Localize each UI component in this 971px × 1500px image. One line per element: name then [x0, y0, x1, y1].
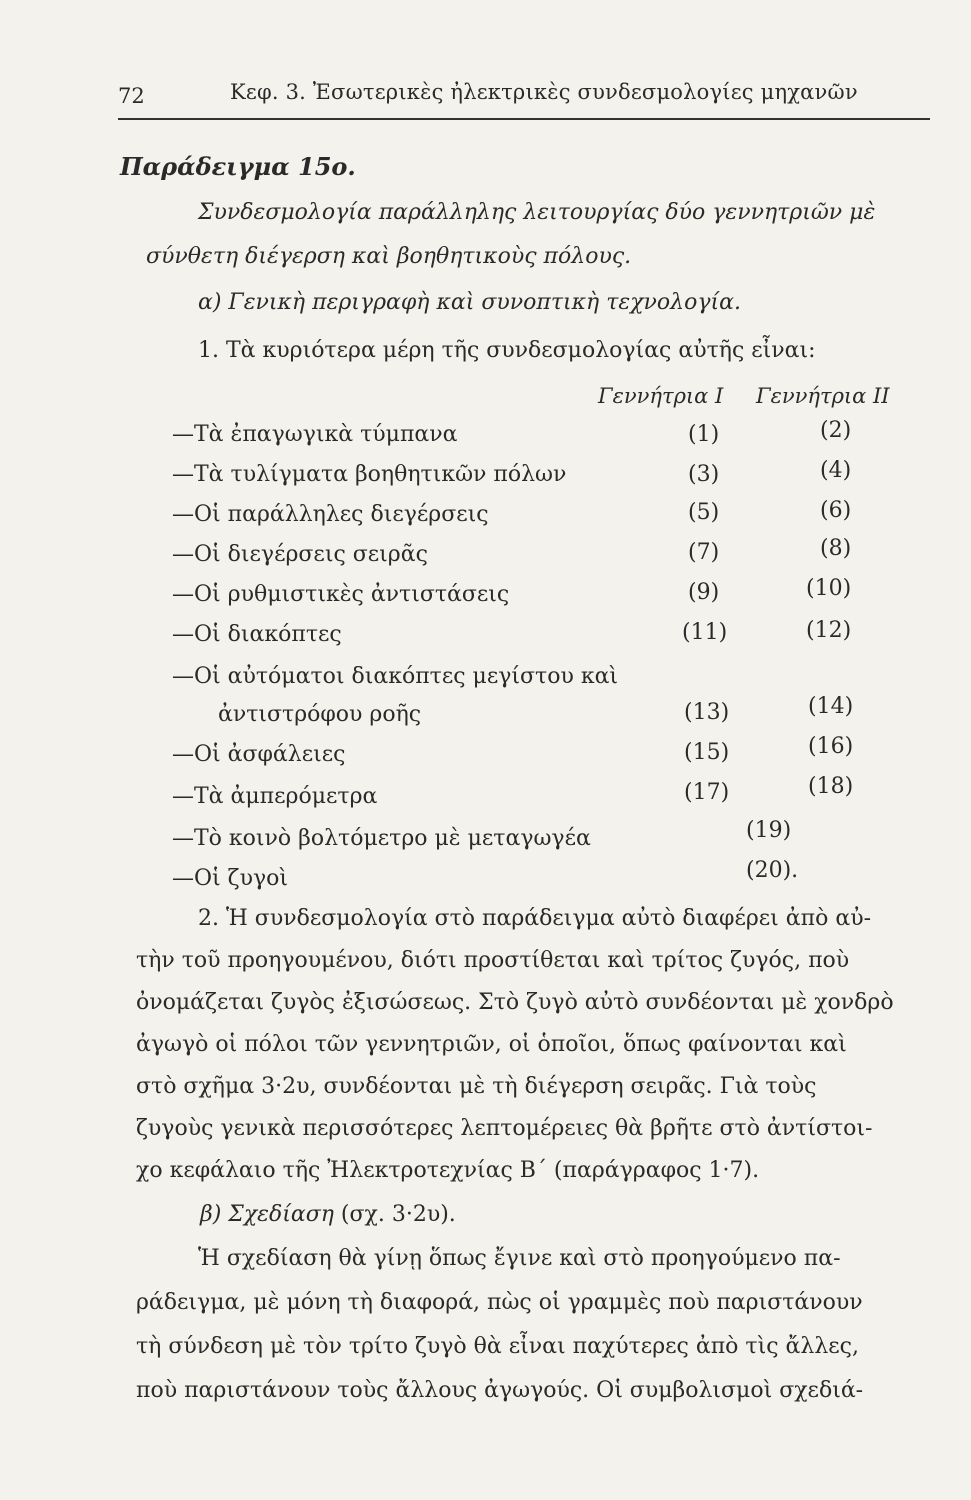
- paragraph-line: ἀγωγὸ οἱ πόλοι τῶν γεννητριῶν, οἱ ὁποῖοι, ὅπως φαίνονται καὶ: [136, 1032, 847, 1057]
- intro-line: Συνδεσμολογία παράλληλης λειτουργίας δύο γεννητριῶν μὲ: [198, 200, 876, 225]
- parts-row-label: —Οἱ διακόπτες: [172, 622, 342, 647]
- generator-2-number: (12): [806, 618, 852, 643]
- column-header-generator-2: Γεννήτρια II: [756, 384, 890, 408]
- parts-row-label: —Τὰ τυλίγματα βοηθητικῶν πόλων: [172, 462, 567, 487]
- page-number: 72: [118, 84, 145, 108]
- generator-2-number: (2): [820, 418, 852, 443]
- generator-2-number: (8): [820, 536, 852, 561]
- paragraph-line: ὀνομάζεται ζυγὸς ἐξισώσεως. Στὸ ζυγὸ αὐτὸ συνδέονται μὲ χονδρὸ: [136, 990, 894, 1015]
- parts-row-label: —Οἱ παράλληλες διεγέρσεις: [172, 502, 489, 527]
- parts-row-label: —Οἱ αὐτόματοι διακόπτες μεγίστου καὶ: [172, 664, 619, 689]
- intro-line: σύνθετη διέγερση καὶ βοηθητικοὺς πόλους.: [146, 244, 632, 269]
- generator-1-number: (15): [684, 740, 730, 765]
- paragraph-line: 2. Ἡ συνδεσμολογία στὸ παράδειγμα αὐτὸ διαφέρει ἀπὸ αὐ-: [198, 906, 872, 931]
- paragraph-line: στὸ σχῆμα 3·2υ, συνδέονται μὲ τὴ διέγερση σειρᾶς. Γιὰ τοὺς: [136, 1074, 817, 1099]
- section-b-ref: (σχ. 3·2υ).: [340, 1202, 456, 1227]
- generator-2-number: (10): [806, 576, 852, 601]
- generator-1-number: (17): [684, 780, 730, 805]
- generator-2-number: (4): [820, 458, 852, 483]
- generator-1-number: (5): [688, 500, 720, 525]
- parts-row-label: —Τὰ ἀμπερόμετρα: [172, 784, 378, 809]
- paragraph-line: τὴν τοῦ προηγουμένου, διότι προστίθεται καὶ τρίτος ζυγός, ποὺ: [136, 948, 850, 973]
- section-b-label: β) Σχεδίαση: [200, 1202, 334, 1227]
- column-header-generator-1: Γεννήτρια I: [598, 384, 724, 408]
- header-rule: [118, 118, 930, 120]
- paragraph-line: Ἡ σχεδίαση θὰ γίνῃ ὅπως ἔγινε καὶ στὸ προηγούμενο πα-: [198, 1246, 841, 1271]
- parts-row-label: —Τὰ ἐπαγωγικὰ τύμπανα: [172, 422, 458, 447]
- generator-2-number: (16): [808, 734, 854, 759]
- parts-row-label: —Οἱ διεγέρσεις σειρᾶς: [172, 542, 428, 567]
- paragraph-line: ζυγοὺς γενικὰ περισσότερες λεπτομέρειες θὰ βρῆτε στὸ ἀντίστοι-: [136, 1116, 873, 1141]
- parts-row-label: —Οἱ ζυγοὶ: [172, 866, 288, 891]
- parts-row-label: —Τὸ κοινὸ βολτόμετρο μὲ μεταγωγέα: [172, 826, 591, 851]
- paragraph-line: χο κεφάλαιο τῆς Ἠλεκτροτεχνίας Β΄ (παράγραφος 1·7).: [136, 1158, 760, 1183]
- generator-1-number: (13): [684, 700, 730, 725]
- section-b-heading: [200, 1202, 456, 1227]
- parts-row-label: —Οἱ ἀσφάλειες: [172, 742, 346, 767]
- parts-row-label: —Οἱ ρυθμιστικὲς ἀντιστάσεις: [172, 582, 510, 607]
- running-head: Κεφ. 3. Ἐσωτερικὲς ἠλεκτρικὲς συνδεσμολογίες μηχανῶν: [230, 80, 858, 104]
- generator-1-number: (9): [688, 580, 720, 605]
- item-1-text: 1. Τὰ κυριότερα μέρη τῆς συνδεσμολογίας αὐτῆς εἶναι:: [198, 338, 816, 363]
- generator-1-number: (7): [688, 540, 720, 565]
- example-title: Παράδειγμα 15ο.: [120, 152, 356, 181]
- generator-2-number: (6): [820, 498, 852, 523]
- generator-2-number: (18): [808, 774, 854, 799]
- generator-1-number: (1): [688, 422, 720, 447]
- common-number: (20).: [746, 858, 799, 883]
- parts-row-label: ἀντιστρόφου ροῆς: [218, 702, 422, 727]
- page-header: [118, 78, 930, 118]
- section-a-heading: α) Γενικὴ περιγραφὴ καὶ συνοπτικὴ τεχνολογία.: [198, 290, 741, 315]
- paragraph-line: ποὺ παριστάνουν τοὺς ἄλλους ἀγωγούς. Οἱ συμβολισμοὶ σχεδιά-: [136, 1378, 864, 1403]
- generator-1-number: (3): [688, 462, 720, 487]
- generator-2-number: (14): [808, 694, 854, 719]
- common-number: (19): [746, 818, 792, 843]
- paragraph-line: ράδειγμα, μὲ μόνη τὴ διαφορά, πὼς οἱ γραμμὲς ποὺ παριστάνουν: [136, 1290, 863, 1315]
- paragraph-line: τὴ σύνδεση μὲ τὸν τρίτο ζυγὸ θὰ εἶναι παχύτερες ἀπὸ τὶς ἄλλες,: [136, 1334, 859, 1359]
- generator-1-number: (11): [682, 620, 728, 645]
